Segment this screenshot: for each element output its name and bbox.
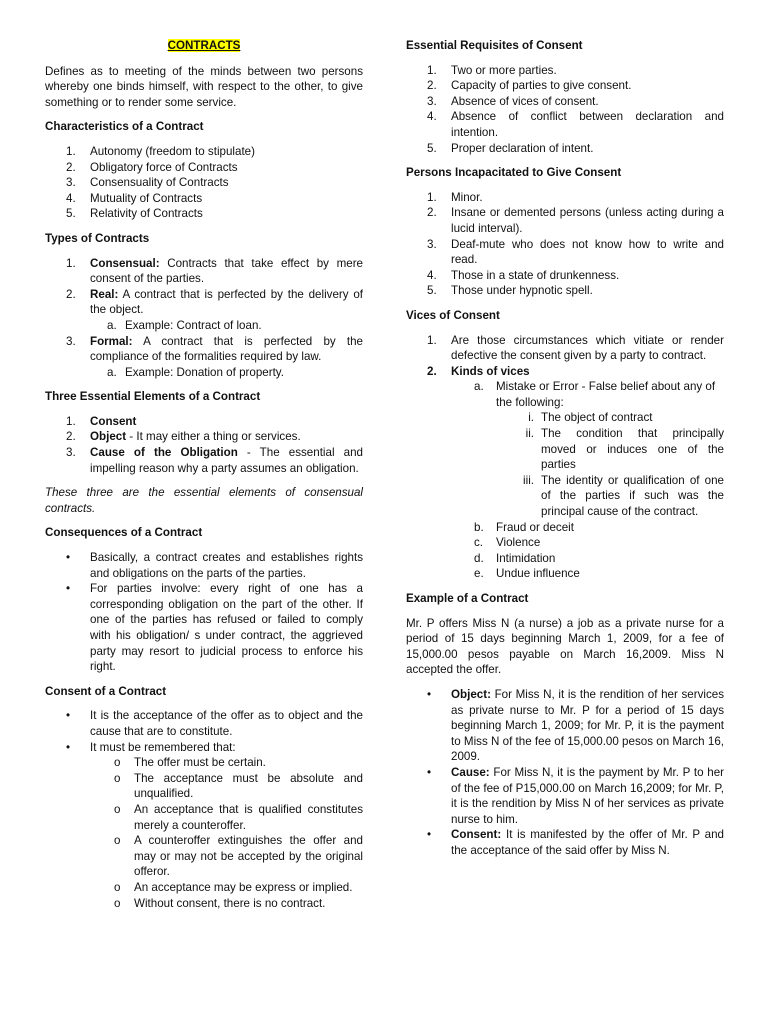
elements-heading: Three Essential Elements of a Contract — [45, 390, 261, 404]
list-item: 3. Formal: A contract that is perfected by the compliance of the formalities required by law. — [66, 334, 363, 364]
list-item: i. The object of contract — [528, 411, 653, 425]
consequences-list — [45, 550, 363, 675]
list-item: 2. Object - It may either a thing or services. — [66, 430, 301, 444]
list-item: 1. Two or more parties. — [427, 63, 557, 77]
list-item: o An acceptance that is qualified constitutes merely a counteroffer. — [114, 802, 363, 832]
list-item: o A counteroffer extinguishes the offer and may or may not be accepted by the original offeror. — [114, 834, 363, 879]
list-item: 5. Proper declaration of intent. — [427, 141, 594, 155]
list-item: 3. Absence of vices of consent. — [427, 94, 599, 108]
list-item: • Basically, a contract creates and establishes rights and obligations on the parts of the parties. — [66, 551, 363, 580]
list-item: • Consent: It is manifested by the offer of Mr. P and the acceptance of the said offer by Miss N. — [427, 828, 724, 857]
list-item: iii. The identity or qualification of one of the parties if such was the principal cause of the contract. — [523, 473, 724, 519]
example-heading: Example of a Contract — [406, 592, 529, 605]
elements-list — [45, 414, 363, 476]
list-item: 2. Obligatory force of Contracts — [66, 160, 238, 174]
right-column — [406, 38, 724, 868]
vices-list — [406, 333, 724, 583]
consequences-heading: Consequences of a Contract — [45, 526, 203, 540]
list-item: o Without consent, there is no contract. — [114, 896, 326, 910]
list-item: 1. Minor. — [427, 190, 483, 204]
list-item: 2. Kinds of vices — [427, 364, 530, 378]
consent-heading: Consent of a Contract — [45, 684, 167, 698]
incapacitated-heading: Persons Incapacitated to Give Consent — [406, 166, 622, 180]
list-item: a. Mistake or Error - False belief about any of the following: — [474, 380, 716, 409]
list-item: o The offer must be certain. — [114, 756, 266, 770]
list-item: • Cause: For Miss N, it is the payment by Mr. P to her of the fee of P15,000.00 on March 16,2009; for Mr. P, it is the rendition by Miss N of her services as private nurse to him. — [427, 765, 724, 826]
list-item: e. Undue influence — [474, 567, 580, 581]
list-item: • Object: For Miss N, it is the rendition of her services as private nurse to Mr. P for a period of 15 days beginning March 1, 2009; for Mr. P, it is the payment to Miss N of the fee of 15,000.00 pesos on March 16, 2009. — [427, 687, 724, 764]
list-item: • For parties involve: every right of one has a corresponding obligation on the part of the other. If one of the parties has refused or failed to comply with his obligation/ s under contract, the aggrieved party may resort to judicial process to enforce his right. — [66, 582, 363, 674]
list-item: 1. Consensual: Contracts that take effect by mere consent of the parties. — [66, 256, 363, 286]
list-item: • It is the acceptance of the offer as to object and the cause that are to constitute. — [66, 709, 363, 738]
list-item: • It must be remembered that: — [66, 740, 236, 754]
types-heading: Types of Contracts — [45, 231, 150, 245]
list-item: c. Violence — [474, 536, 541, 550]
consent-list — [45, 708, 363, 911]
elements-note: These three are the essential elements of consensual contracts. — [45, 486, 363, 515]
list-item: 4. Those in a state of drunkenness. — [427, 268, 620, 282]
list-item: a. Example: Donation of property. — [107, 365, 284, 379]
list-item: 3. Consensuality of Contracts — [66, 176, 229, 190]
intro-paragraph: Defines as to meeting of the minds between two persons whereby one binds himself, with respect to the other, to give something or to render some service. — [45, 64, 363, 109]
list-item: 2. Insane or demented persons (unless acting during a lucid interval). — [427, 206, 724, 235]
list-item: b. Fraud or deceit — [474, 520, 574, 534]
incapacitated-list — [406, 190, 724, 299]
requisites-heading: Essential Requisites of Consent — [406, 39, 583, 52]
list-item: d. Intimidation — [474, 551, 556, 565]
list-item: 2. Capacity of parties to give consent. — [427, 79, 632, 93]
left-column — [45, 38, 363, 920]
list-item: 5. Relativity of Contracts — [66, 207, 203, 221]
list-item: ii. The condition that principally moved or induces one of the parties — [525, 427, 724, 472]
list-item: 3. Cause of the Obligation - The essential and impelling reason why a party assumes an obligation. — [66, 446, 363, 475]
list-item: 4. Mutuality of Contracts — [66, 191, 203, 205]
list-item: 3. Deaf-mute who does not know how to write and read. — [427, 237, 724, 267]
example-paragraph: Mr. P offers Miss N (a nurse) a job as a private nurse for a period of 15 days beginning March 1, 2009, for a fee of 15,000.00 pesos payable on March 16,2009. Miss N accepted the offer. — [406, 616, 724, 677]
list-item: 1. Autonomy (freedom to stipulate) — [66, 144, 255, 158]
example-list — [406, 687, 724, 859]
vices-heading: Vices of Consent — [406, 308, 500, 322]
page-title: CONTRACTS — [167, 39, 241, 52]
requisites-list — [406, 63, 724, 157]
list-item: a. Example: Contract of loan. — [107, 318, 262, 332]
list-item: 4. Absence of conflict between declaration and intention. — [427, 110, 724, 139]
types-list — [45, 256, 363, 381]
characteristics-heading: Characteristics of a Contract — [45, 120, 204, 134]
characteristics-list — [45, 144, 363, 222]
list-item: 1. Consent — [66, 414, 137, 428]
list-item: 5. Those under hypnotic spell. — [427, 284, 593, 298]
list-item: 1. Are those circumstances which vitiate or render defective the consent given by a party to contract. — [427, 333, 724, 363]
list-item: o An acceptance may be express or implied. — [114, 880, 353, 894]
list-item: 2. Real: A contract that is perfected by the delivery of the object. — [66, 287, 363, 317]
list-item: o The acceptance must be absolute and unqualified. — [114, 771, 363, 801]
